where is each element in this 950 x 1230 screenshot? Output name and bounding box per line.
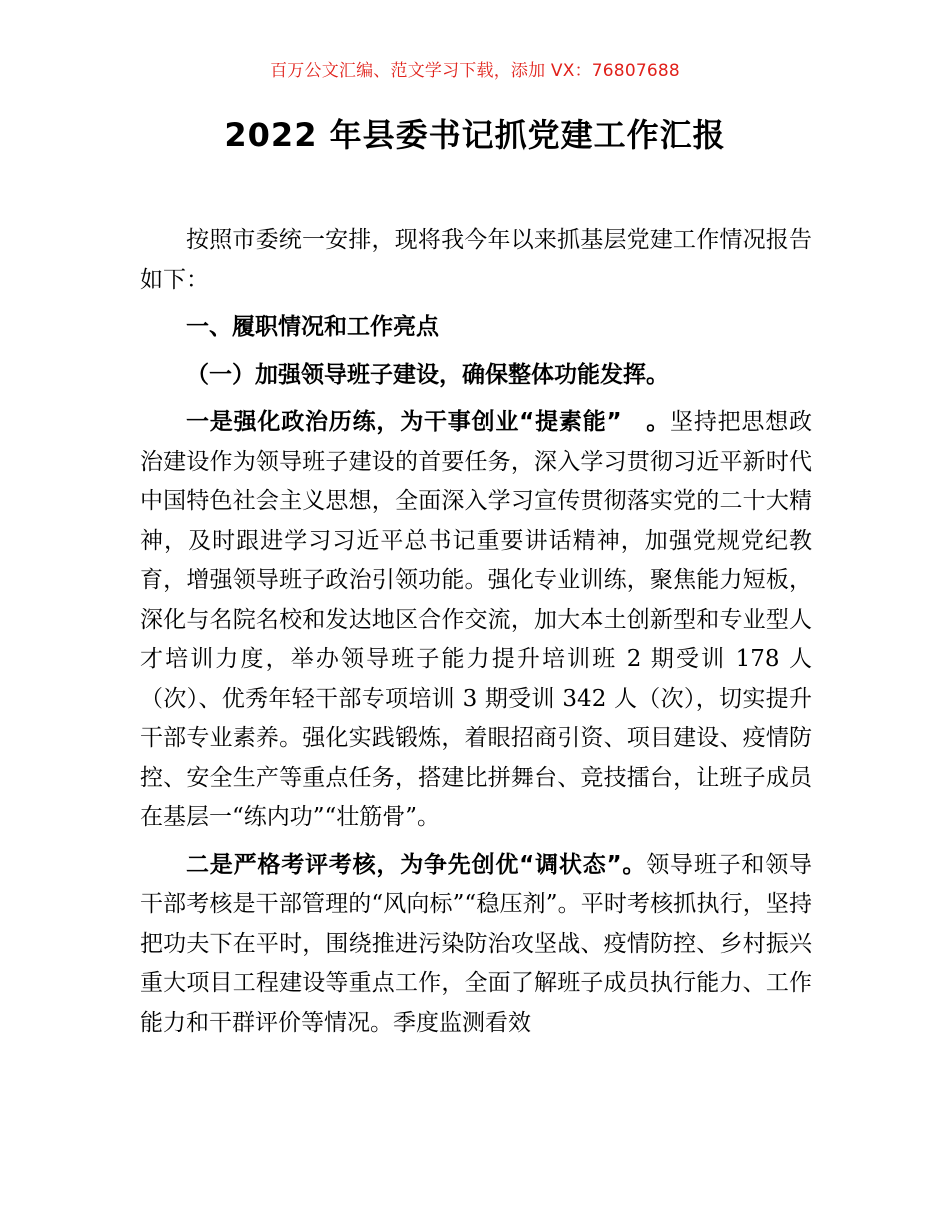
promo-banner: 百万公文汇编、范文学习下载，添加 VX：76807688 (270, 61, 680, 81)
paragraph-2-text: 领导班子和领导干部考核是干部管理的“风向标”“稳压剂”。平时考核抓执行，坚持把功夫下在平时，围绕推进污染防治攻坚战、疫情防控、乡村振兴重大项目工程建设等重点工作，全面了解班子成员执行能力、工作能力和干群评价等情况。季度监测看效 (140, 851, 813, 1036)
document-body (140, 221, 812, 1043)
paragraph-1 (140, 403, 812, 838)
paragraph-1-lead: 一是强化政治历练，为干事创业“提素能” 。 (186, 409, 671, 435)
subsection-1-heading: （一）加强领导班子建设，确保整体功能发挥。 (186, 361, 669, 388)
document-title: 2022 年县委书记抓党建工作汇报 (224, 116, 726, 154)
intro-paragraph: 按照市委统一安排，现将我今年以来抓基层党建工作情况报告如下： (140, 227, 812, 293)
paragraph-2 (140, 846, 812, 1044)
section-1-heading: 一、履职情况和工作亮点 (186, 314, 439, 340)
paragraph-2-lead: 二是严格考评考核，为争先创优“调状态”。 (186, 851, 647, 878)
paragraph-1-text: 坚持把思想政治建设作为领导班子建设的首要任务，深入学习贯彻习近平新时代中国特色社会主义思想，全面深入学习宣传贯彻落实党的二十大精神，及时跟进学习习近平总书记重要讲话精神，加强党规党纪教育，增强领导班子政治引领功能。强化专业训练，聚焦能力短板，深化与名院名校和发达地区合作交流，加大本土创新型和专业型人才培训力度，举办领导班子能力提升培训班 2 期受训 178 人（次）、优秀年轻干部专项培训 3 期受训 342 人（次），切实提升干部专业素养。强化实践锻炼，着眼招商引资、项目建设、疫情防控、安全生产等重点任务，搭建比拼舞台、竞技擂台，让班子成员在基层一“练内功”“壮筋骨”。 (140, 409, 813, 830)
